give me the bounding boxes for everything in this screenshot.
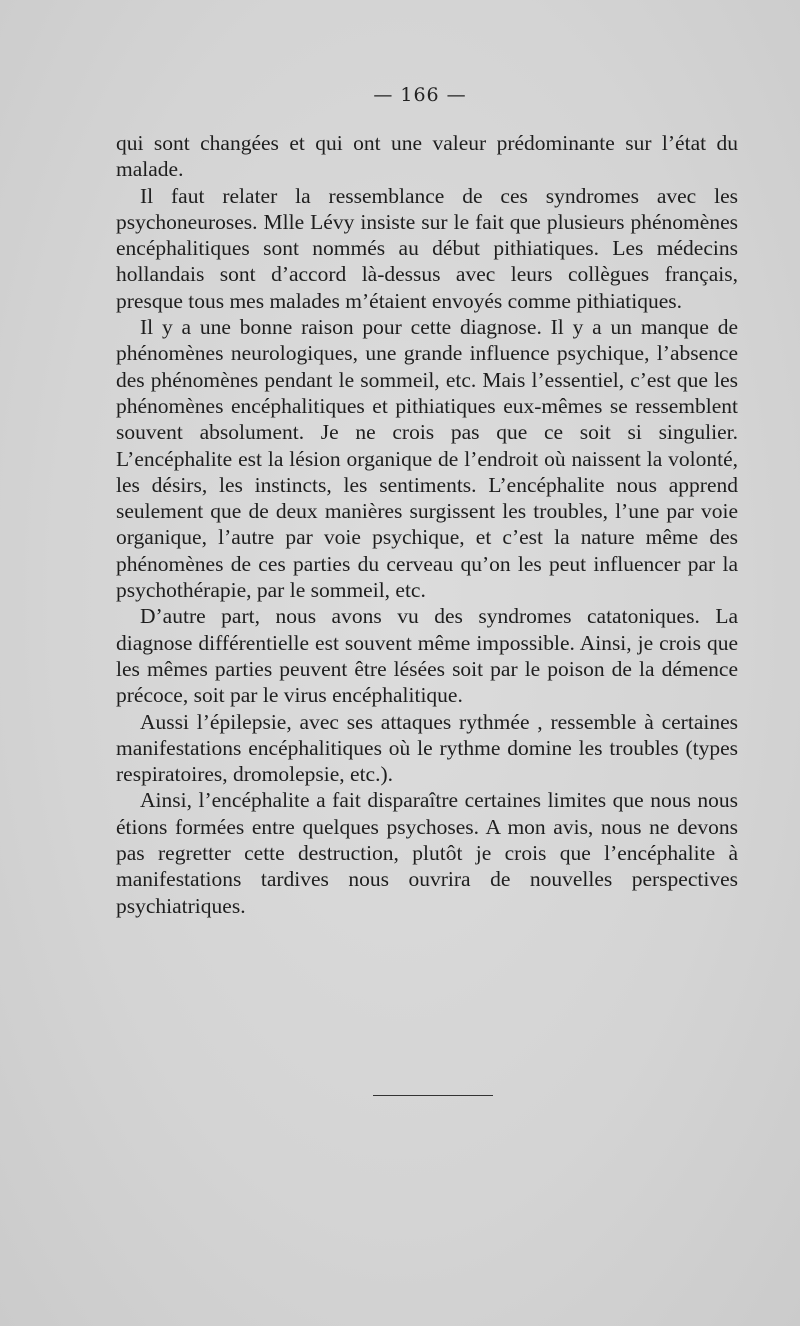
page-number: — 166 — [373,84,467,106]
body-text [116,130,738,919]
paragraph-4: D’autre part, nous avons vu des syndromes catatoniques. La diagnose différentielle est souvent même impossible. Ainsi, je crois que les mêmes parties peuvent être lésées soit par le poison de la démence précoce, soit par le virus encéphalitique. [116,604,738,708]
paragraph-3: Il y a une bonne raison pour cette diagnose. Il y a un manque de phénomènes neurologiques, une grande influence psychique, l’absence des phénomènes pendant le sommeil, etc. Mais l’essentiel, c’est que les phénomènes encéphalitiques et pithiatiques eux-mêmes se ressemblent souvent absolument. Je ne crois pas que ce soit si singulier. L’encéphalite est la lésion organique de l’endroit où naissent la volonté, les désirs, les instincts, les sentiments. L’encéphalite nous apprend seulement que de deux manières surgissent les troubles, l’une par voie organique, l’autre par voie psychique, et c’est la nature même des phénomènes de ces parties du cerveau qu’on les peut influencer par la psychothérapie, par le sommeil, etc. [116,315,738,603]
paragraph-1: qui sont changées et qui ont une valeur prédominante sur l’état du malade. [116,131,738,182]
paragraph-2: Il faut relater la ressemblance de ces syndromes avec les psychoneuroses. Mlle Lévy insiste sur le fait que plusieurs phénomènes encéphalitiques sont nommés au début pithiatiques. Les médecins hollandais sont d’accord là-dessus avec leurs collègues français, presque tous mes malades m’étaient envoyés comme pithiatiques. [116,183,738,313]
end-rule [373,1095,493,1096]
paragraph-6: Ainsi, l’encéphalite a fait disparaître certaines limites que nous nous étions formées entre quelques psychoses. A mon avis, nous ne devons pas regretter cette destruction, plutôt je crois que l’encéphalite à manifestations tardives nous ouvrira de nouvelles perspectives psychiatriques. [116,788,738,918]
paragraph-5: Aussi l’épilepsie, avec ses attaques rythmée , ressemble à certaines manifestations encéphalitiques où le rythme domine les troubles (types respiratoires, dromolepsie, etc.). [116,709,738,787]
